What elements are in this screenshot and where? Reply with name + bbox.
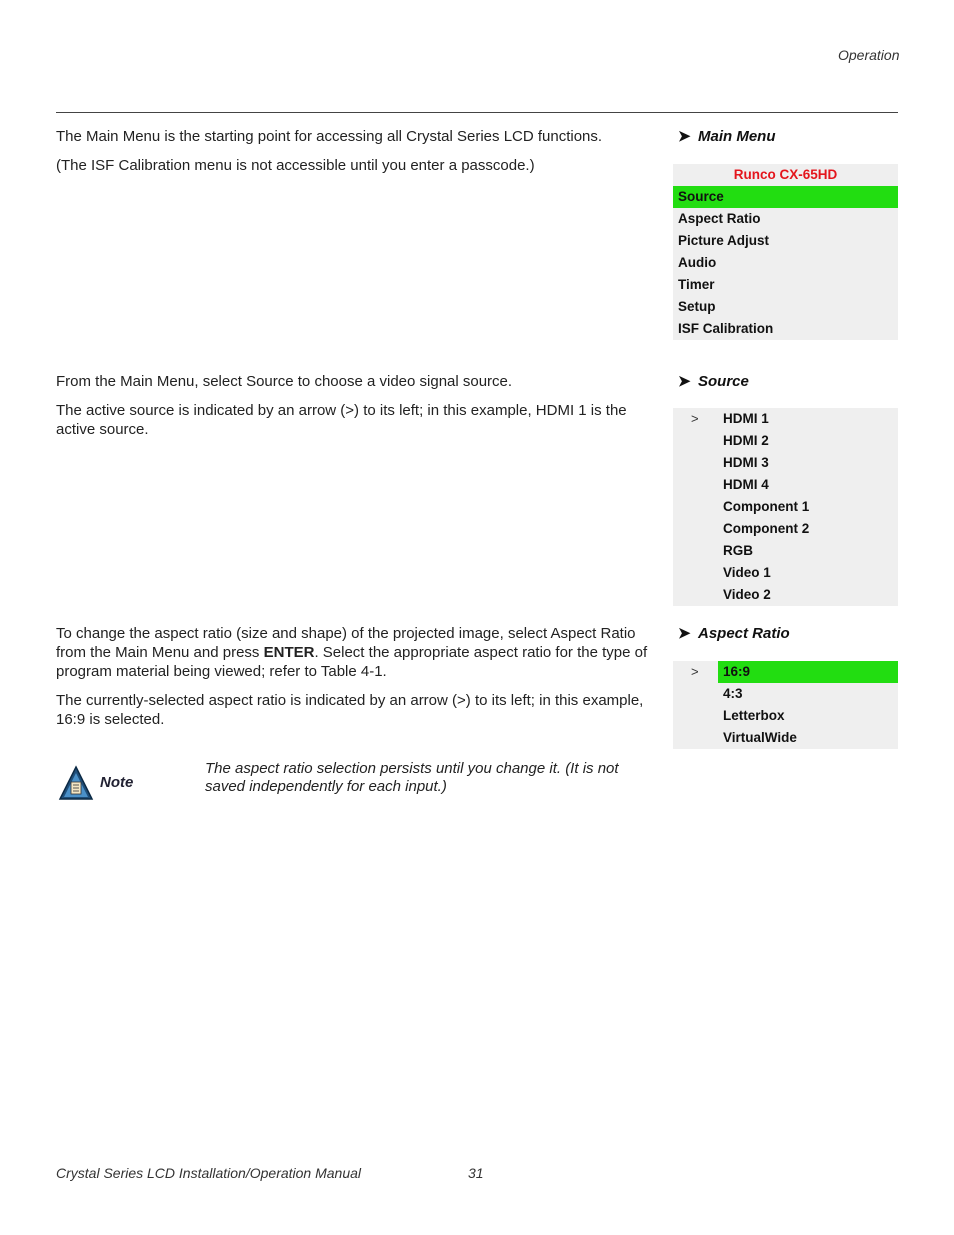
arrow-left-icon: ➤ [678, 128, 691, 145]
main-menu-passcode-note: (The ISF Calibration menu is not accessible until you enter a passcode.) [56, 157, 535, 174]
active-marker: > [691, 664, 699, 679]
menu-item-setup[interactable]: Setup [678, 299, 716, 314]
aspect-item-16-9[interactable]: > 16:9 [673, 661, 898, 683]
note-label: Note [100, 774, 134, 791]
source-heading-text: Source [698, 373, 749, 390]
aspect-heading [678, 624, 790, 642]
main-menu-intro: The Main Menu is the starting point for accessing all Crystal Series LCD functions. [56, 128, 603, 145]
enter-key-label: ENTER [263, 644, 315, 661]
footer-title: Crystal Series LCD Installation/Operation Manual [56, 1165, 362, 1181]
source-item-hdmi-4[interactable]: HDMI 4 [723, 477, 769, 492]
running-header: Operation [838, 47, 900, 63]
arrow-left-icon: ➤ [678, 373, 691, 390]
note-icon [58, 765, 94, 801]
note-text: The aspect ratio selection persists until you change it. (It is not saved independently for each input.) [205, 760, 619, 795]
main-menu-heading-text: Main Menu [698, 128, 776, 145]
source-item-component-1[interactable]: Component 1 [723, 499, 810, 514]
header-rule [56, 112, 898, 113]
arrow-left-icon: ➤ [678, 625, 691, 642]
menu-item-picture-adjust[interactable]: Picture Adjust [678, 233, 770, 248]
source-active-note: The active source is indicated by an arrow (>) to its left; in this example, HDMI 1 is the active source. [56, 402, 627, 438]
source-item-video-2[interactable]: Video 2 [723, 587, 771, 602]
source-intro: From the Main Menu, select Source to choose a video signal source. [56, 373, 513, 390]
aspect-intro: To change the aspect ratio (size and shape) of the projected image, select Aspect Ratio from the Main Menu and press ENTER. Select the appropriate aspect ratio for the type of program material being viewed; refer to Table 4-1. [56, 625, 648, 680]
menu-item-audio[interactable]: Audio [678, 255, 717, 270]
source-item-component-2[interactable]: Component 2 [723, 521, 810, 536]
page-number: 31 [468, 1165, 484, 1181]
source-item-hdmi-2[interactable]: HDMI 2 [723, 433, 769, 448]
aspect-menu-osd [673, 661, 898, 749]
aspect-item-letterbox[interactable]: Letterbox [723, 708, 785, 723]
menu-item-isf-calibration[interactable]: ISF Calibration [678, 321, 774, 336]
main-menu-osd [673, 164, 898, 340]
source-item-rgb[interactable]: RGB [723, 543, 753, 558]
source-item-hdmi-1[interactable]: > HDMI 1 [673, 408, 898, 430]
aspect-item-virtualwide[interactable]: VirtualWide [723, 730, 797, 745]
source-heading [678, 372, 749, 390]
aspect-item-4-3[interactable]: 4:3 [723, 686, 743, 701]
source-item-video-1[interactable]: Video 1 [723, 565, 771, 580]
aspect-selected-note: The currently-selected aspect ratio is indicated by an arrow (>) to its left; in this example, 16:9 is selected. [56, 692, 644, 728]
menu-title: Runco CX-65HD [733, 167, 838, 182]
menu-item-aspect-ratio[interactable]: Aspect Ratio [678, 211, 761, 226]
menu-item-source[interactable]: Source [673, 186, 898, 208]
source-item-hdmi-3[interactable]: HDMI 3 [723, 455, 769, 470]
source-menu-osd [673, 408, 898, 606]
menu-item-timer[interactable]: Timer [678, 277, 715, 292]
aspect-heading-text: Aspect Ratio [698, 625, 790, 642]
main-menu-heading [678, 127, 776, 145]
active-marker: > [691, 411, 699, 426]
